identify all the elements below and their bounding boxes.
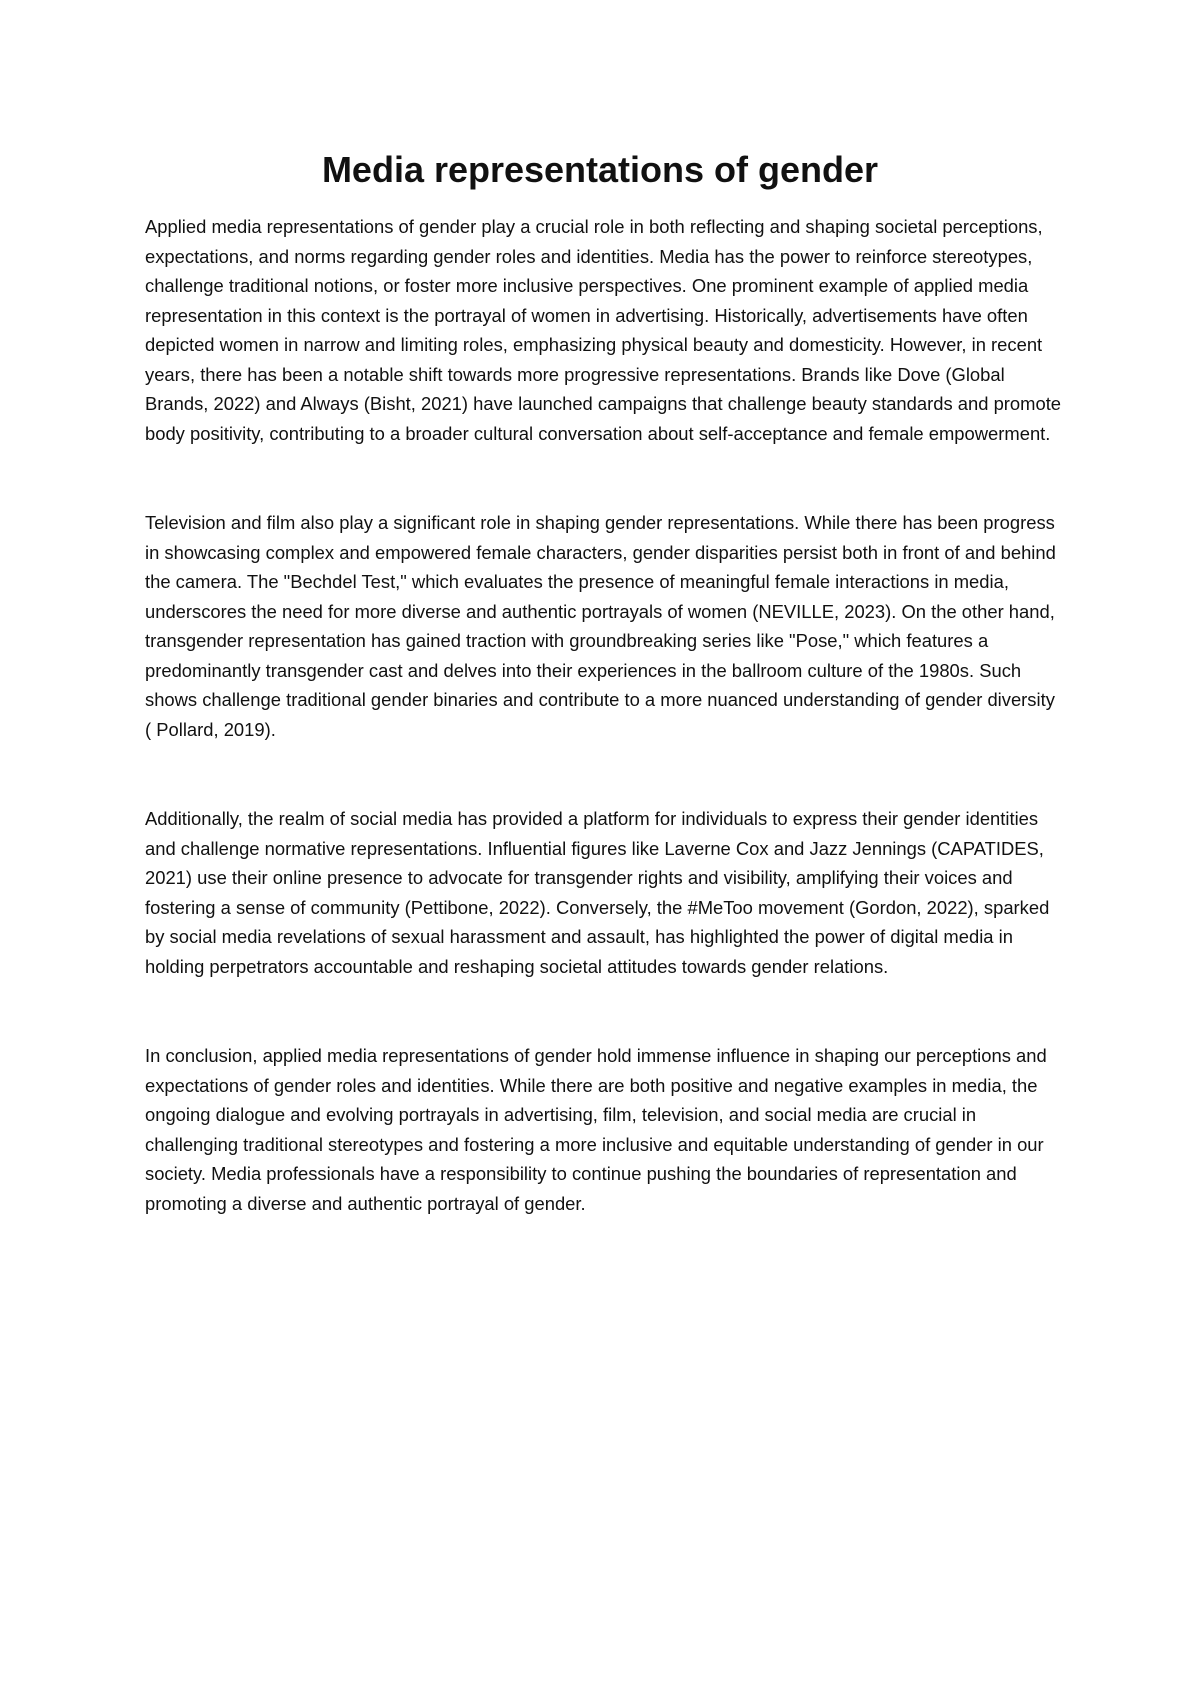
paragraph-social-media: Additionally, the realm of social media has provided a platform for individuals to express their gender identities and challenge normative representations. Influential figures like Laverne Cox and Jazz Jennings (CAPATIDES, 2021) use their online presence to advocate for transgender rights and visibility, amplifying their voices and fostering a sense of community (Pettibone, 2022). Conversely, the #MeToo movement (Gordon, 2022), sparked by social media revelations of sexual harassment and assault, has highlighted the power of digital media in holding perpetrators accountable and reshaping societal attitudes towards gender relations. [145,808,1050,977]
document-body [145,212,1065,1278]
paragraph-conclusion: In conclusion, applied media representations of gender hold immense influence in shaping our perceptions and expectations of gender roles and identities. While there are both positive and negative examples in media, the ongoing dialogue and evolving portrayals in advertising, film, television, and social media are crucial in challenging traditional stereotypes and fostering a more inclusive and equitable understanding of gender in our society. Media professionals have a responsibility to continue pushing the boundaries of representation and promoting a diverse and authentic portrayal of gender. [145,1045,1047,1214]
paragraph-advertising: Applied media representations of gender play a crucial role in both reflecting and shaping societal perceptions, expectations, and norms regarding gender roles and identities. Media has the power to reinforce stereotypes, challenge traditional notions, or foster more inclusive perspectives. One prominent example of applied media representation in this context is the portrayal of women in advertising. Historically, advertisements have often depicted women in narrow and limiting roles, emphasizing physical beauty and domesticity. However, in recent years, there has been a notable shift towards more progressive representations. Brands like Dove (Global Brands, 2022) and Always (Bisht, 2021) have launched campaigns that challenge beauty standards and promote body positivity, contributing to a broader cultural conversation about self-acceptance and female empowerment. [145,216,1062,444]
document-title: Media representations of gender [321,149,879,190]
paragraph-television-film: Television and film also play a significant role in shaping gender representations. While there has been progress in showcasing complex and empowered female characters, gender disparities persist both in front of and behind the camera. The "Bechdel Test," which evaluates the presence of meaningful female interactions in media, underscores the need for more diverse and authentic portrayals of women (NEVILLE, 2023). On the other hand, transgender representation has gained traction with groundbreaking series like "Pose," which features a predominantly transgender cast and delves into their experiences in the ballroom culture of the 1980s. Such shows challenge traditional gender binaries and contribute to a more nuanced understanding of gender diversity ( Pollard, 2019). [145,512,1056,740]
